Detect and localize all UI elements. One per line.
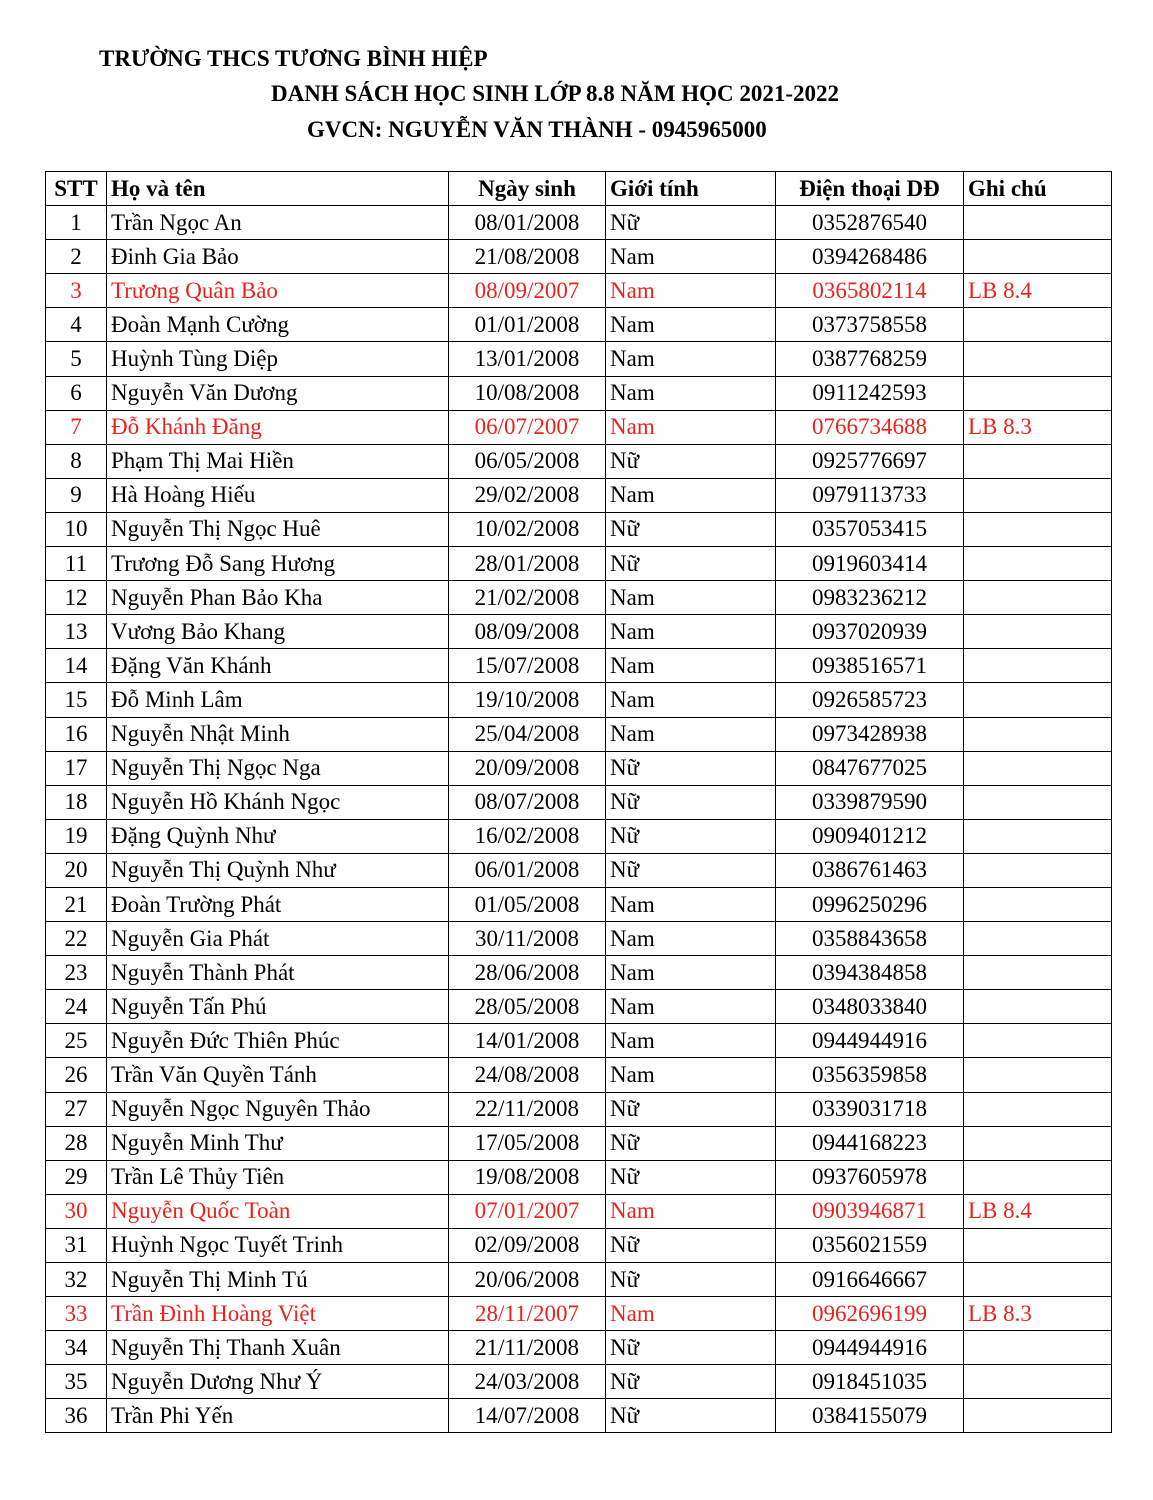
cell-gender: Nữ — [606, 1365, 776, 1399]
cell-dob: 21/08/2008 — [449, 240, 606, 274]
cell-dob: 08/09/2008 — [449, 615, 606, 649]
homeroom-teacher: GVCN: NGUYỄN VĂN THÀNH - 0945965000 — [307, 117, 767, 142]
cell-stt: 31 — [46, 1228, 107, 1262]
cell-name: Đặng Quỳnh Như — [107, 819, 449, 853]
cell-phone: 0944944916 — [776, 1331, 964, 1365]
cell-gender: Nam — [606, 581, 776, 615]
table-row — [46, 1126, 1112, 1160]
cell-dob: 08/01/2008 — [449, 206, 606, 240]
cell-stt: 7 — [46, 410, 107, 444]
cell-phone: 0937020939 — [776, 615, 964, 649]
table-row — [46, 819, 1112, 853]
table-row — [46, 376, 1112, 410]
cell-note — [964, 785, 1112, 819]
cell-note — [964, 649, 1112, 683]
cell-dob: 28/01/2008 — [449, 547, 606, 581]
table-row — [46, 922, 1112, 956]
cell-phone: 0944168223 — [776, 1126, 964, 1160]
table-row — [46, 1160, 1112, 1194]
table-row — [46, 956, 1112, 990]
cell-gender: Nam — [606, 240, 776, 274]
table-row — [46, 1297, 1112, 1331]
cell-stt: 8 — [46, 444, 107, 478]
cell-phone: 0847677025 — [776, 751, 964, 785]
cell-phone: 0387768259 — [776, 342, 964, 376]
cell-dob: 14/07/2008 — [449, 1399, 606, 1433]
cell-stt: 36 — [46, 1399, 107, 1433]
cell-stt: 2 — [46, 240, 107, 274]
table-row — [46, 1228, 1112, 1262]
table-row — [46, 206, 1112, 240]
cell-dob: 01/01/2008 — [449, 308, 606, 342]
cell-dob: 19/10/2008 — [449, 683, 606, 717]
cell-stt: 3 — [46, 274, 107, 308]
cell-stt: 14 — [46, 649, 107, 683]
table-header-row — [46, 172, 1112, 206]
table-row — [46, 649, 1112, 683]
cell-name: Đỗ Khánh Đăng — [107, 410, 449, 444]
cell-gender: Nữ — [606, 751, 776, 785]
cell-stt: 5 — [46, 342, 107, 376]
cell-dob: 28/05/2008 — [449, 990, 606, 1024]
cell-dob: 20/09/2008 — [449, 751, 606, 785]
cell-dob: 16/02/2008 — [449, 819, 606, 853]
cell-name: Nguyễn Gia Phát — [107, 922, 449, 956]
cell-gender: Nam — [606, 376, 776, 410]
cell-note — [964, 922, 1112, 956]
cell-phone: 0937605978 — [776, 1160, 964, 1194]
table-row — [46, 547, 1112, 581]
cell-stt: 1 — [46, 206, 107, 240]
cell-name: Nguyễn Ngọc Nguyên Thảo — [107, 1092, 449, 1126]
column-header-stt: STT — [46, 172, 107, 206]
cell-dob: 19/08/2008 — [449, 1160, 606, 1194]
table-row — [46, 887, 1112, 921]
cell-name: Trần Đình Hoàng Việt — [107, 1297, 449, 1331]
cell-name: Nguyễn Minh Thư — [107, 1126, 449, 1160]
table-row — [46, 274, 1112, 308]
cell-phone: 0925776697 — [776, 444, 964, 478]
cell-gender: Nam — [606, 956, 776, 990]
cell-gender: Nam — [606, 342, 776, 376]
table-row — [46, 751, 1112, 785]
table-row — [46, 1399, 1112, 1433]
cell-stt: 13 — [46, 615, 107, 649]
cell-dob: 29/02/2008 — [449, 478, 606, 512]
cell-stt: 4 — [46, 308, 107, 342]
cell-note — [964, 512, 1112, 546]
cell-dob: 06/05/2008 — [449, 444, 606, 478]
cell-note: LB 8.4 — [964, 274, 1112, 308]
cell-gender: Nam — [606, 717, 776, 751]
cell-name: Nguyễn Nhật Minh — [107, 717, 449, 751]
cell-dob: 02/09/2008 — [449, 1228, 606, 1262]
cell-phone: 0944944916 — [776, 1024, 964, 1058]
cell-stt: 26 — [46, 1058, 107, 1092]
cell-phone: 0356021559 — [776, 1228, 964, 1262]
cell-dob: 15/07/2008 — [449, 649, 606, 683]
cell-dob: 08/07/2008 — [449, 785, 606, 819]
cell-phone: 0983236212 — [776, 581, 964, 615]
cell-note — [964, 376, 1112, 410]
cell-name: Đặng Văn Khánh — [107, 649, 449, 683]
cell-dob: 07/01/2007 — [449, 1194, 606, 1228]
cell-dob: 24/03/2008 — [449, 1365, 606, 1399]
table-row — [46, 308, 1112, 342]
cell-gender: Nam — [606, 922, 776, 956]
cell-note — [964, 581, 1112, 615]
cell-name: Trần Phi Yến — [107, 1399, 449, 1433]
cell-name: Đỗ Minh Lâm — [107, 683, 449, 717]
cell-dob: 30/11/2008 — [449, 922, 606, 956]
cell-name: Nguyễn Hồ Khánh Ngọc — [107, 785, 449, 819]
cell-name: Huỳnh Tùng Diệp — [107, 342, 449, 376]
cell-gender: Nam — [606, 1297, 776, 1331]
cell-stt: 27 — [46, 1092, 107, 1126]
cell-name: Nguyễn Quốc Toàn — [107, 1194, 449, 1228]
cell-stt: 21 — [46, 887, 107, 921]
cell-name: Nguyễn Thị Quỳnh Như — [107, 853, 449, 887]
cell-name: Nguyễn Đức Thiên Phúc — [107, 1024, 449, 1058]
cell-name: Đinh Gia Bảo — [107, 240, 449, 274]
cell-phone: 0911242593 — [776, 376, 964, 410]
cell-name: Nguyễn Thị Ngọc Nga — [107, 751, 449, 785]
cell-name: Trần Văn Quyền Tánh — [107, 1058, 449, 1092]
cell-gender: Nữ — [606, 785, 776, 819]
table-row — [46, 512, 1112, 546]
table-row — [46, 1058, 1112, 1092]
cell-note — [964, 478, 1112, 512]
cell-stt: 29 — [46, 1160, 107, 1194]
cell-phone: 0365802114 — [776, 274, 964, 308]
cell-note — [964, 1399, 1112, 1433]
table-row — [46, 444, 1112, 478]
cell-note — [964, 683, 1112, 717]
student-table — [45, 171, 1112, 1433]
cell-note — [964, 853, 1112, 887]
cell-phone: 0358843658 — [776, 922, 964, 956]
cell-dob: 10/08/2008 — [449, 376, 606, 410]
cell-stt: 18 — [46, 785, 107, 819]
column-header-name: Họ và tên — [107, 172, 449, 206]
cell-note — [964, 615, 1112, 649]
cell-dob: 28/11/2007 — [449, 1297, 606, 1331]
cell-note: LB 8.4 — [964, 1194, 1112, 1228]
table-row — [46, 683, 1112, 717]
cell-note — [964, 1365, 1112, 1399]
cell-phone: 0394268486 — [776, 240, 964, 274]
table-row — [46, 1263, 1112, 1297]
cell-stt: 34 — [46, 1331, 107, 1365]
cell-stt: 32 — [46, 1263, 107, 1297]
cell-note — [964, 1263, 1112, 1297]
cell-gender: Nam — [606, 274, 776, 308]
cell-dob: 08/09/2007 — [449, 274, 606, 308]
cell-phone: 0903946871 — [776, 1194, 964, 1228]
cell-name: Vương Bảo Khang — [107, 615, 449, 649]
cell-note — [964, 1331, 1112, 1365]
cell-stt: 30 — [46, 1194, 107, 1228]
cell-phone: 0926585723 — [776, 683, 964, 717]
cell-phone: 0996250296 — [776, 887, 964, 921]
cell-dob: 06/01/2008 — [449, 853, 606, 887]
cell-note — [964, 308, 1112, 342]
cell-stt: 12 — [46, 581, 107, 615]
cell-stt: 20 — [46, 853, 107, 887]
cell-stt: 24 — [46, 990, 107, 1024]
cell-gender: Nam — [606, 990, 776, 1024]
cell-note: LB 8.3 — [964, 1297, 1112, 1331]
table-row — [46, 581, 1112, 615]
cell-name: Nguyễn Tấn Phú — [107, 990, 449, 1024]
cell-gender: Nam — [606, 683, 776, 717]
cell-gender: Nam — [606, 615, 776, 649]
cell-note — [964, 444, 1112, 478]
cell-stt: 15 — [46, 683, 107, 717]
cell-note — [964, 717, 1112, 751]
cell-phone: 0352876540 — [776, 206, 964, 240]
cell-dob: 10/02/2008 — [449, 512, 606, 546]
cell-gender: Nữ — [606, 512, 776, 546]
cell-note — [964, 1024, 1112, 1058]
cell-stt: 25 — [46, 1024, 107, 1058]
cell-gender: Nữ — [606, 1331, 776, 1365]
cell-note — [964, 547, 1112, 581]
table-row — [46, 240, 1112, 274]
cell-gender: Nữ — [606, 1126, 776, 1160]
cell-note — [964, 342, 1112, 376]
cell-phone: 0373758558 — [776, 308, 964, 342]
cell-gender: Nam — [606, 887, 776, 921]
cell-name: Hà Hoàng Hiếu — [107, 478, 449, 512]
column-header-gender: Giới tính — [606, 172, 776, 206]
table-row — [46, 1024, 1112, 1058]
table-row — [46, 785, 1112, 819]
cell-dob: 20/06/2008 — [449, 1263, 606, 1297]
cell-phone: 0357053415 — [776, 512, 964, 546]
cell-dob: 24/08/2008 — [449, 1058, 606, 1092]
cell-name: Đoàn Mạnh Cường — [107, 308, 449, 342]
cell-gender: Nữ — [606, 1399, 776, 1433]
cell-name: Trần Ngọc An — [107, 206, 449, 240]
cell-dob: 14/01/2008 — [449, 1024, 606, 1058]
column-header-dob: Ngày sinh — [449, 172, 606, 206]
table-row — [46, 853, 1112, 887]
cell-note — [964, 1126, 1112, 1160]
school-name: TRƯỜNG THCS TƯƠNG BÌNH HIỆP — [99, 46, 488, 71]
cell-gender: Nam — [606, 1058, 776, 1092]
cell-gender: Nữ — [606, 547, 776, 581]
cell-dob: 25/04/2008 — [449, 717, 606, 751]
table-row — [46, 615, 1112, 649]
cell-gender: Nam — [606, 1194, 776, 1228]
cell-name: Nguyễn Phan Bảo Kha — [107, 581, 449, 615]
cell-dob: 01/05/2008 — [449, 887, 606, 921]
cell-stt: 33 — [46, 1297, 107, 1331]
cell-name: Nguyễn Văn Dương — [107, 376, 449, 410]
table-body — [46, 206, 1112, 1433]
cell-stt: 22 — [46, 922, 107, 956]
cell-dob: 21/11/2008 — [449, 1331, 606, 1365]
cell-gender: Nữ — [606, 1228, 776, 1262]
cell-name: Nguyễn Thị Thanh Xuân — [107, 1331, 449, 1365]
cell-dob: 13/01/2008 — [449, 342, 606, 376]
cell-phone: 0909401212 — [776, 819, 964, 853]
cell-phone: 0348033840 — [776, 990, 964, 1024]
cell-gender: Nam — [606, 649, 776, 683]
cell-stt: 35 — [46, 1365, 107, 1399]
cell-note — [964, 1160, 1112, 1194]
table-row — [46, 1365, 1112, 1399]
cell-gender: Nữ — [606, 1092, 776, 1126]
cell-gender: Nam — [606, 1024, 776, 1058]
cell-name: Nguyễn Thành Phát — [107, 956, 449, 990]
table-row — [46, 478, 1112, 512]
table-row — [46, 990, 1112, 1024]
cell-phone: 0973428938 — [776, 717, 964, 751]
cell-note — [964, 240, 1112, 274]
cell-gender: Nam — [606, 308, 776, 342]
cell-note — [964, 887, 1112, 921]
cell-stt: 28 — [46, 1126, 107, 1160]
cell-stt: 19 — [46, 819, 107, 853]
column-header-phone: Điện thoại DĐ — [776, 172, 964, 206]
cell-phone: 0386761463 — [776, 853, 964, 887]
table-row — [46, 1331, 1112, 1365]
table-row — [46, 717, 1112, 751]
cell-name: Trương Quân Bảo — [107, 274, 449, 308]
cell-gender: Nữ — [606, 819, 776, 853]
cell-phone: 0384155079 — [776, 1399, 964, 1433]
cell-note — [964, 956, 1112, 990]
cell-stt: 16 — [46, 717, 107, 751]
cell-phone: 0979113733 — [776, 478, 964, 512]
cell-stt: 10 — [46, 512, 107, 546]
cell-phone: 0962696199 — [776, 1297, 964, 1331]
cell-phone: 0766734688 — [776, 410, 964, 444]
cell-stt: 17 — [46, 751, 107, 785]
cell-gender: Nam — [606, 478, 776, 512]
cell-name: Nguyễn Dương Như Ý — [107, 1365, 449, 1399]
cell-note — [964, 1092, 1112, 1126]
cell-stt: 11 — [46, 547, 107, 581]
cell-note — [964, 819, 1112, 853]
cell-note — [964, 751, 1112, 785]
list-title: DANH SÁCH HỌC SINH LỚP 8.8 NĂM HỌC 2021-2022 — [271, 81, 839, 106]
cell-note: LB 8.3 — [964, 410, 1112, 444]
cell-phone: 0339879590 — [776, 785, 964, 819]
cell-name: Phạm Thị Mai Hiền — [107, 444, 449, 478]
cell-name: Huỳnh Ngọc Tuyết Trinh — [107, 1228, 449, 1262]
cell-gender: Nữ — [606, 853, 776, 887]
cell-stt: 23 — [46, 956, 107, 990]
cell-phone: 0938516571 — [776, 649, 964, 683]
cell-gender: Nữ — [606, 444, 776, 478]
table-row — [46, 1092, 1112, 1126]
column-header-note: Ghi chú — [964, 172, 1112, 206]
cell-dob: 28/06/2008 — [449, 956, 606, 990]
table-row — [46, 1194, 1112, 1228]
table-row — [46, 410, 1112, 444]
table-row — [46, 342, 1112, 376]
cell-gender: Nữ — [606, 1160, 776, 1194]
cell-note — [964, 1058, 1112, 1092]
cell-note — [964, 990, 1112, 1024]
cell-dob: 17/05/2008 — [449, 1126, 606, 1160]
cell-gender: Nam — [606, 410, 776, 444]
cell-phone: 0919603414 — [776, 547, 964, 581]
cell-note — [964, 206, 1112, 240]
cell-name: Trần Lê Thủy Tiên — [107, 1160, 449, 1194]
cell-dob: 21/02/2008 — [449, 581, 606, 615]
cell-gender: Nữ — [606, 1263, 776, 1297]
cell-dob: 06/07/2007 — [449, 410, 606, 444]
cell-phone: 0918451035 — [776, 1365, 964, 1399]
cell-phone: 0339031718 — [776, 1092, 964, 1126]
cell-phone: 0394384858 — [776, 956, 964, 990]
cell-note — [964, 1228, 1112, 1262]
cell-dob: 22/11/2008 — [449, 1092, 606, 1126]
cell-name: Nguyễn Thị Minh Tú — [107, 1263, 449, 1297]
cell-phone: 0916646667 — [776, 1263, 964, 1297]
cell-name: Nguyễn Thị Ngọc Huê — [107, 512, 449, 546]
cell-stt: 9 — [46, 478, 107, 512]
cell-name: Trương Đỗ Sang Hương — [107, 547, 449, 581]
cell-stt: 6 — [46, 376, 107, 410]
cell-phone: 0356359858 — [776, 1058, 964, 1092]
cell-gender: Nữ — [606, 206, 776, 240]
cell-name: Đoàn Trường Phát — [107, 887, 449, 921]
